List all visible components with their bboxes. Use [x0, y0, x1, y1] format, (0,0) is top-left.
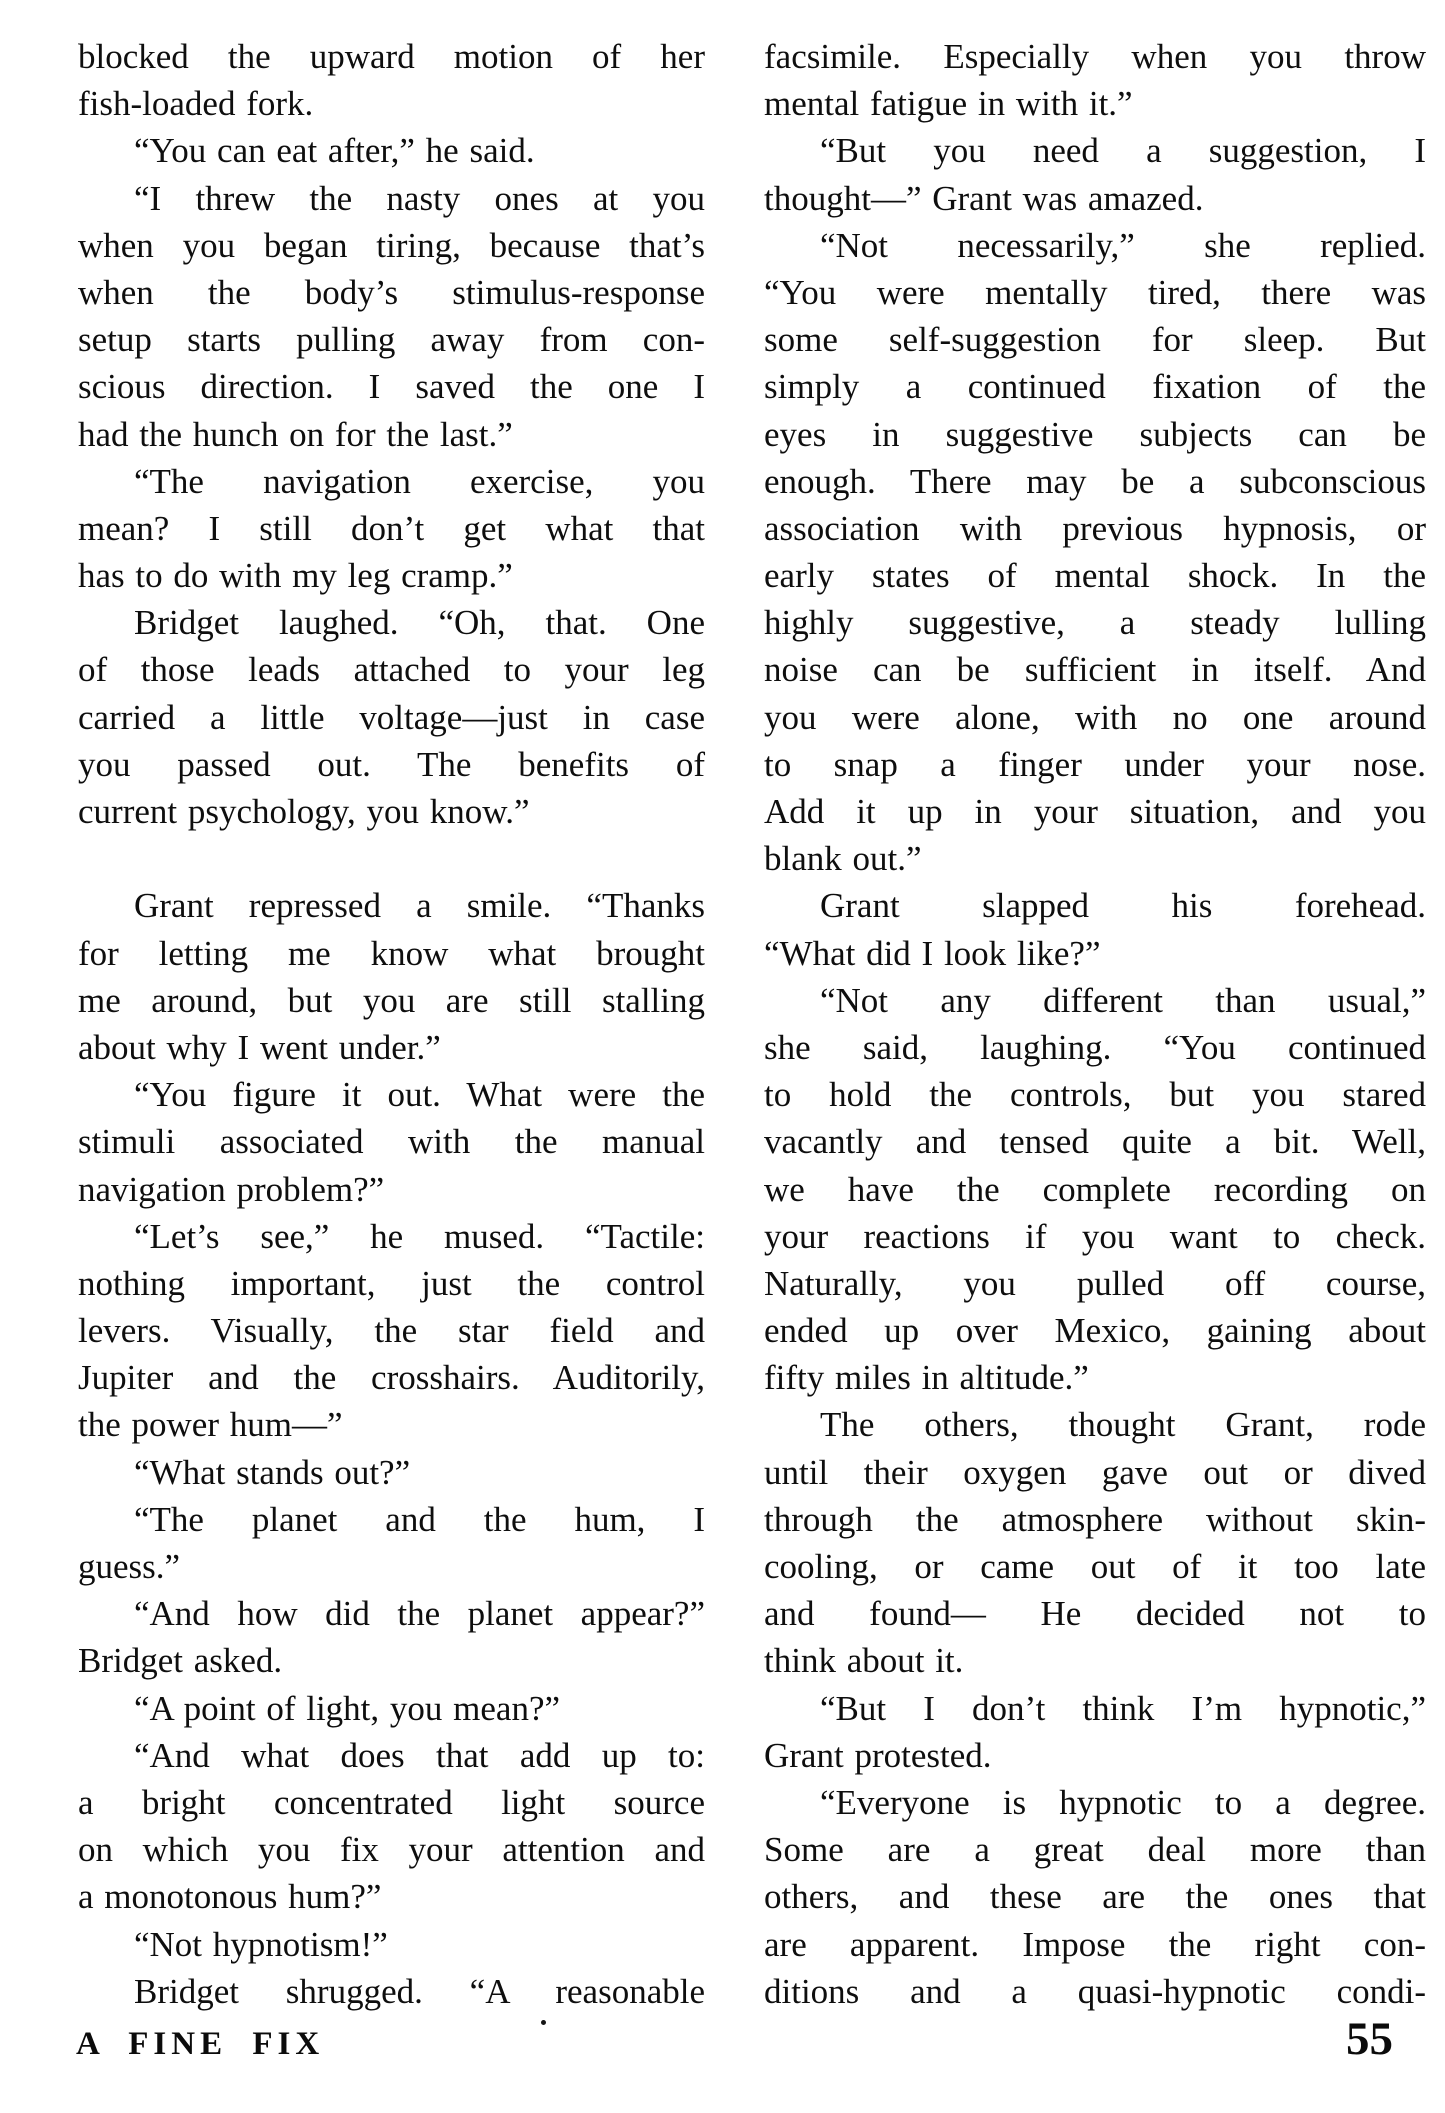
text-line: until their oxygen gave out or dived — [764, 1452, 1426, 1492]
text-line: carried a little voltage—just in case — [78, 697, 705, 737]
text-line: early states of mental shock. In the — [764, 556, 1426, 596]
text-line: enough. There may be a subconscious — [764, 461, 1426, 501]
text-line: ended up over Mexico, gaining about — [764, 1311, 1426, 1351]
text-line: vacantly and tensed quite a bit. Well, — [764, 1122, 1426, 1162]
text-line: you were alone, with no one around — [764, 697, 1426, 737]
text-line: of those leads attached to your leg — [78, 650, 705, 690]
text-line: scious direction. I saved the one I — [78, 367, 705, 407]
text-line: to hold the controls, but you stared — [764, 1075, 1426, 1115]
text-line: noise can be sufficient in itself. And — [764, 650, 1426, 690]
text-line: “Not any different than usual,” — [820, 980, 1426, 1020]
text-line: had the hunch on for the last.” — [78, 414, 513, 454]
paragraph-break — [78, 835, 705, 882]
text-line: when you began tiring, because that’s — [78, 225, 705, 265]
text-line: “Not hypnotism!” — [134, 1924, 388, 1964]
text-line: Grant protested. — [764, 1735, 992, 1775]
text-line: “And what does that add up to: — [134, 1735, 705, 1775]
text-line: a bright concentrated light source — [78, 1782, 705, 1822]
text-line: “The planet and the hum, I — [134, 1499, 705, 1539]
text-line: Some are a great deal more than — [764, 1830, 1426, 1870]
text-column-left — [78, 33, 705, 2015]
text-line: a monotonous hum?” — [78, 1877, 382, 1917]
text-line: think about it. — [764, 1641, 964, 1681]
text-line: others, and these are the ones that — [764, 1877, 1426, 1917]
text-line: blocked the upward motion of her — [78, 37, 705, 76]
text-line: fish-loaded fork. — [78, 84, 314, 124]
text-line: Grant repressed a smile. “Thanks — [134, 886, 705, 926]
text-line: fifty miles in altitude.” — [764, 1358, 1089, 1398]
text-line: to snap a finger under your nose. — [764, 744, 1426, 784]
text-line: guess.” — [78, 1547, 181, 1586]
text-line: about why I went under.” — [78, 1027, 441, 1067]
scan-artifact-dot — [541, 2020, 546, 2025]
text-line: on which you fix your attention and — [78, 1830, 705, 1870]
text-line: are apparent. Impose the right con- — [764, 1924, 1426, 1964]
text-line: “Not necessarily,” she replied. — [820, 225, 1426, 265]
text-line: “The navigation exercise, you — [134, 461, 705, 501]
text-line: through the atmosphere without skin- — [764, 1499, 1426, 1539]
text-line: levers. Visually, the star field and — [78, 1311, 705, 1351]
text-line: setup starts pulling away from con- — [78, 320, 705, 360]
text-line: you passed out. The benefits of — [78, 744, 705, 784]
text-line: Grant slapped his forehead. — [820, 886, 1426, 926]
text-line: Jupiter and the crosshairs. Auditorily, — [78, 1358, 705, 1398]
text-line: “What stands out?” — [134, 1452, 411, 1492]
text-line: facsimile. Especially when you throw — [764, 37, 1426, 76]
text-line: ditions and a quasi-hypnotic condi- — [764, 1971, 1426, 2011]
text-line: your reactions if you want to check. — [764, 1216, 1426, 1256]
text-line: some self-suggestion for sleep. But — [764, 320, 1426, 360]
text-line: The others, thought Grant, rode — [820, 1405, 1426, 1445]
text-line: blank out.” — [764, 839, 922, 879]
text-line: highly suggestive, a steady lulling — [764, 603, 1426, 643]
text-line: mental fatigue in with it.” — [764, 84, 1133, 124]
text-line: nothing important, just the control — [78, 1263, 705, 1303]
text-line: association with previous hypnosis, or — [764, 508, 1426, 548]
text-line: for letting me know what brought — [78, 933, 705, 973]
text-line: eyes in suggestive subjects can be — [764, 414, 1426, 454]
text-line: “But you need a suggestion, I — [820, 131, 1426, 171]
page-number: 55 — [1346, 2013, 1393, 2065]
text-line: and found— He decided not to — [764, 1594, 1426, 1634]
text-line: “I threw the nasty ones at you — [134, 178, 705, 218]
text-line: Naturally, you pulled off course, — [764, 1263, 1426, 1303]
text-line: mean? I still don’t get what that — [78, 508, 705, 548]
text-line: thought—” Grant was amazed. — [764, 178, 1204, 218]
text-line: “You were mentally tired, there was — [764, 272, 1426, 312]
text-line: the power hum—” — [78, 1405, 343, 1445]
text-line: she said, laughing. “You continued — [764, 1027, 1426, 1067]
text-line: simply a continued fixation of the — [764, 367, 1426, 407]
text-line: “What did I look like?” — [764, 933, 1101, 973]
running-title: A FINE FIX — [76, 2026, 325, 2062]
text-line: “Let’s see,” he mused. “Tactile: — [134, 1216, 705, 1256]
text-line: navigation problem?” — [78, 1169, 385, 1209]
text-line: Add it up in your situation, and you — [764, 792, 1426, 831]
text-line: current psychology, you know.” — [78, 792, 530, 831]
text-line: has to do with my leg cramp.” — [78, 556, 513, 596]
text-line: “But I don’t think I’m hypnotic,” — [820, 1688, 1426, 1728]
text-line: “And how did the planet appear?” — [134, 1594, 705, 1634]
text-line: we have the complete recording on — [764, 1169, 1426, 1209]
text-line: “You figure it out. What were the — [134, 1075, 705, 1115]
text-line: me around, but you are still stalling — [78, 980, 705, 1020]
text-line: cooling, or came out of it too late — [764, 1547, 1426, 1586]
text-line: “A point of light, you mean?” — [134, 1688, 561, 1728]
text-line: stimuli associated with the manual — [78, 1122, 705, 1162]
text-line: Bridget laughed. “Oh, that. One — [134, 603, 705, 643]
text-line: Bridget shrugged. “A reasonable — [134, 1971, 705, 2011]
text-line: “You can eat after,” he said. — [134, 131, 535, 171]
text-column-right — [764, 33, 1426, 2015]
text-line: Bridget asked. — [78, 1641, 283, 1681]
text-line: “Everyone is hypnotic to a degree. — [820, 1782, 1426, 1822]
text-line: when the body’s stimulus-response — [78, 272, 705, 312]
